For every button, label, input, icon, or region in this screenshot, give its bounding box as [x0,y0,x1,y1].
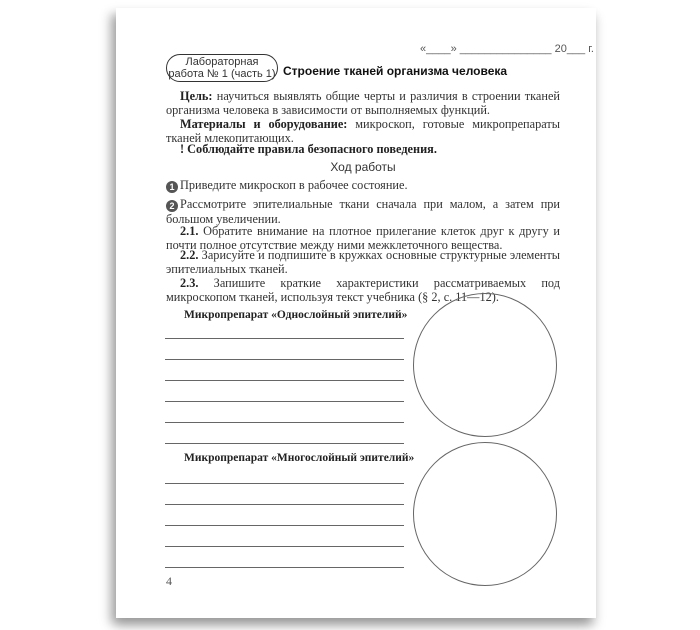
goal-paragraph [166,89,560,117]
drawing-circle-single-layer[interactable] [413,293,557,437]
substep-text: Обратите внимание на плотное прилегание клеток друг к другу и почти полное отсутствие между ними межклеточного вещества. [166,224,560,252]
answer-line[interactable] [165,504,404,505]
specimen-label-single-layer: Микропрепарат «Однослойный эпителий» [184,309,408,321]
page-number: 4 [166,574,172,588]
materials-label: Материалы и оборудование: [180,117,348,131]
answer-line[interactable] [165,422,404,423]
answer-line[interactable] [165,546,404,547]
substep-text: Зарисуйте и подпишите в кружках основные структурные элементы эпителиальных тканей. [166,248,560,276]
goal-text: научиться выявлять общие черты и различия в строении тканей организма человека в зависимости от выполняемых функций. [166,89,560,117]
goal-label: Цель: [180,89,213,103]
answer-line[interactable] [165,338,404,339]
lab-work-badge [166,54,278,82]
substep-number: 2.2. [180,248,199,262]
step-number-badge: 1 [166,181,178,193]
procedure-heading: Ход работы [330,160,396,174]
answer-line[interactable] [165,380,404,381]
step-text: Рассмотрите эпителиальные ткани сначала при малом, а затем при большом увеличении. [166,197,560,226]
answer-line[interactable] [165,567,404,568]
drawing-circle-multi-layer[interactable] [413,442,557,586]
step-1 [166,178,560,193]
materials-text: микроскоп, готовые микропрепараты тканей млекопитающих. [166,117,560,145]
answer-line[interactable] [165,443,404,444]
substep-number: 2.1. [180,224,199,238]
date-line: «____» _______________ 20___ г. [420,43,594,55]
safety-note: ! Соблюдайте правила безопасного поведения. [180,142,437,156]
substep-2-2 [166,248,560,276]
answer-line[interactable] [165,525,404,526]
substep-text: Запишите краткие характеристики рассматриваемых под микроскопом тканей, используя текст учебника (§ 2, с. 11—12). [166,276,560,304]
step-number-badge: 2 [166,200,178,212]
badge-line-1: Лабораторная [185,56,259,68]
step-2 [166,197,560,226]
materials-paragraph [166,117,560,145]
answer-line[interactable] [165,483,404,484]
specimen-label-multi-layer: Микропрепарат «Многослойный эпителий» [184,452,415,464]
safety-paragraph [166,142,560,156]
step-text: Приведите микроскоп в рабочее состояние. [180,178,408,192]
answer-line[interactable] [165,359,404,360]
page-title: Строение тканей организма человека [283,64,508,78]
substep-number: 2.3. [180,276,199,290]
badge-line-2: работа № 1 (часть 1) [168,68,276,80]
answer-line[interactable] [165,401,404,402]
